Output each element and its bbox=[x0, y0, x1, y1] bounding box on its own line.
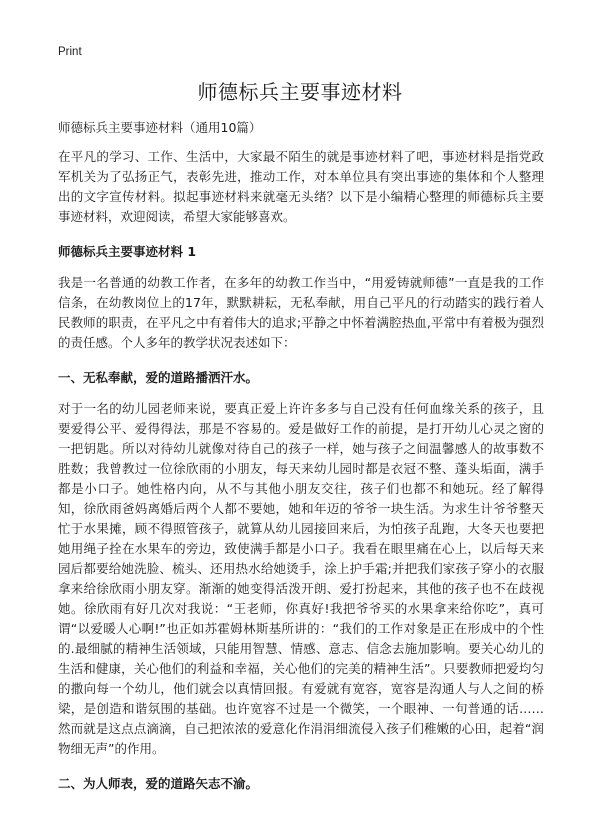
body-paragraph-1: 对于一名的幼儿园老师来说，要真正爱上许许多多与自己没有任何血缘关系的孩子，且要爱得公平、爱得得法，那是不容易的。爱是做好工作的前提，是打开幼儿心灵之窗的一把钥匙。所以对待幼儿就像对待自己的孩子一样，她与孩子之间温馨感人的故事数不胜数；我曾教过一位徐欣雨的小朋友，每天来幼儿园时都是衣冠不整、蓬头垢面，满手都是小口子。她性格内向，从不与其他小朋友交往，孩子们也都不和她玩。经了解得知，徐欣雨爸妈离婚后两个人都不要她，她和年迈的爷爷一块生活。为求生计爷爷整天忙于水果摊，顾不得照管孩子，就算从幼儿园接回来后，为怕孩子乱跑，大冬天也要把她用绳子拴在水果车的旁边，致使满手都是小口子。我看在眼里痛在心上，以后每天来园后都要给她洗脸、梳头、还用热水给她烫手，涂上护手霜;并把我们家孩子穿小的衣服拿来给徐欣雨小朋友穿。渐渐的她变得活泼开朗、爱打扮起来，其他的孩子也不在歧视她。徐欣雨有好几次对我说：“王老师，你真好!我把爷爷买的水果拿来给你吃”，真可谓“以爱暖人心啊!”也正如苏霍姆林斯基所讲的：“我们的工作对象是正在形成中的个性的.最细腻的精神生活领域，只能用智慧、情感、意志、信念去施加影响。要关心幼儿的生活和健康，关心他们的利益和幸福，关心他们的完美的精神生活”。只要教师把爱均匀的撒向每一个幼儿，他们就会以真情回报。有爱就有宽容，宽容是沟通人与人之间的桥梁，是创造和谐氛围的基础。也许宽容不过是一个微笑，一个眼神、一句普通的话……然而就是这点点滴滴，自己把浓浓的爱意化作涓涓细流侵入孩子们稚嫩的心田，起着“润物细无声”的作用。 bbox=[58, 401, 544, 756]
heading-role-model: 二、为人师表，爱的道路矢志不渝。 bbox=[58, 776, 259, 791]
section-1-title: 师德标兵主要事迹材料 1 bbox=[58, 244, 197, 259]
heading-selfless-dedication: 一、无私奉献，爱的道路播洒汗水。 bbox=[58, 370, 259, 385]
document-body bbox=[58, 118, 544, 805]
document-subtitle: 师德标兵主要事迹材料（通用10篇） bbox=[58, 120, 262, 135]
print-link[interactable]: Print bbox=[58, 46, 82, 58]
page-title: 师德标兵主要事迹材料 bbox=[197, 80, 403, 104]
section-1-intro-paragraph: 我是一名普通的幼教工作者，在多年的幼教工作当中，“用爱铸就师德”一直是我的工作信条，在幼教岗位上的17年，默默耕耘，无私奉献，用自己平凡的行动踏实的践行着人民教师的职责，在平凡之中有着伟大的追求;平静之中怀着满腔热血,平常中有着极为强烈的责任感。个人多年的教学状况表述如下： bbox=[58, 275, 544, 350]
intro-paragraph: 在平凡的学习、工作、生活中，大家最不陌生的就是事迹材料了吧，事迹材料是指党政军机关为了弘扬正气，表彰先进，推动工作，对本单位具有突出事迹的集体和个人整理出的文字宣传材料。拟起事迹材料来就毫无头绪？以下是小编精心整理的师德标兵主要事迹材料，欢迎阅读，希望大家能够喜欢。 bbox=[58, 149, 544, 224]
